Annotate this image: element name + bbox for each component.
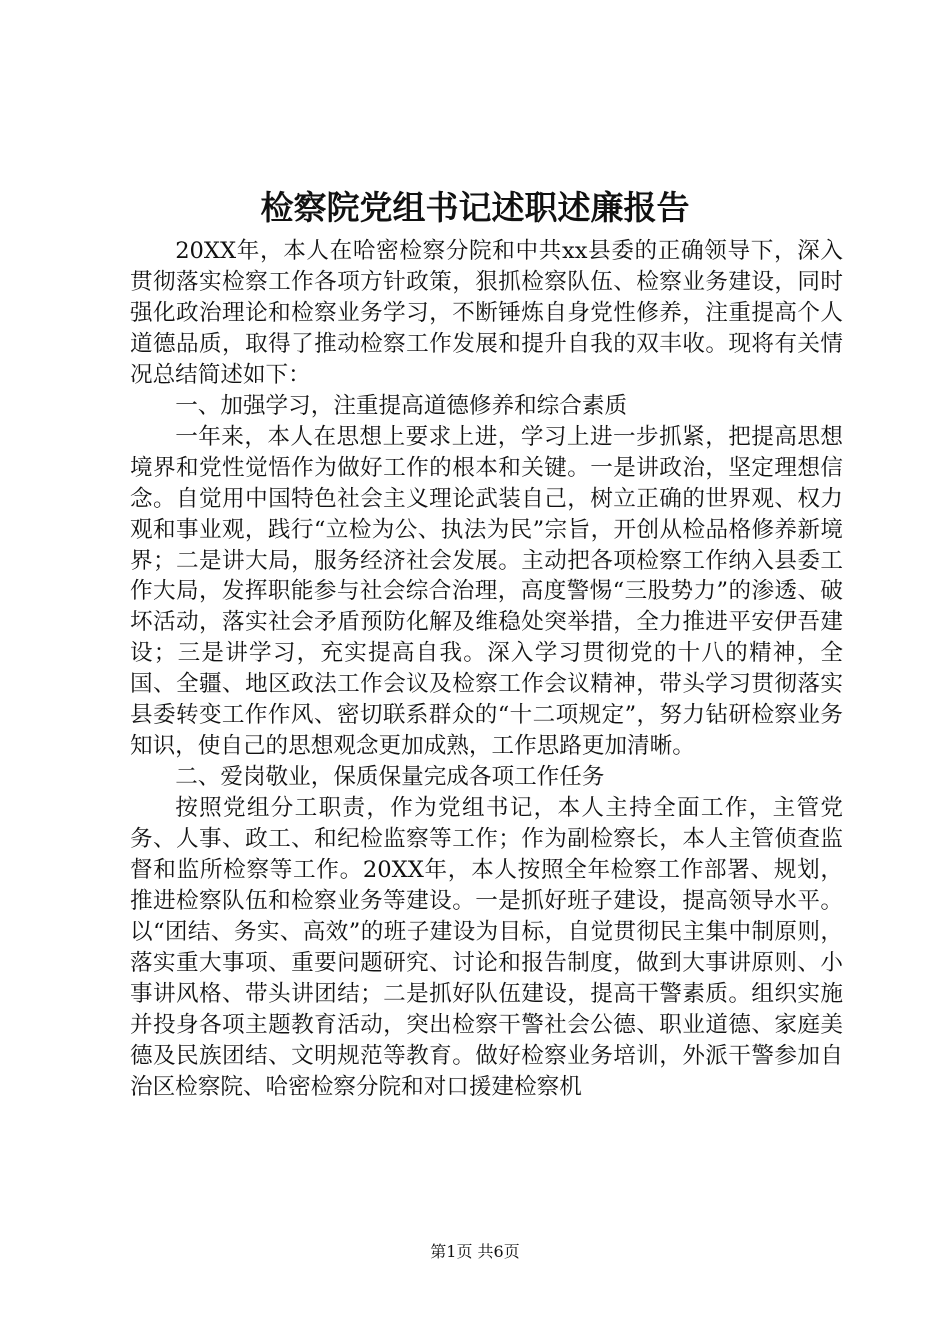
document-title: 检察院党组书记述职述廉报告 <box>260 188 690 227</box>
page-number: 第1页 共6页 <box>430 1242 520 1261</box>
section-heading-2: 二、爱岗敬业，保质保量完成各项工作任务 <box>175 764 605 791</box>
document-body <box>130 236 843 1103</box>
paragraph-intro: 20XX年，本人在哈密检察分院和中共xx县委的正确领导下，深入贯彻落实检察工作各项方针政策，狠抓检察队伍、检察业务建设，同时强化政治理论和检察业务学习，不断锤炼自身党性修养，注重提高个人道德品质，取得了推动检察工作发展和提升自我的双丰收。现将有关情况总结简述如下： <box>130 238 843 388</box>
paragraph-section-1: 一年来，本人在思想上要求上进，学习上进一步抓紧，把提高思想境界和党性觉悟作为做好工作的根本和关键。一是讲政治，坚定理想信念。自觉用中国特色社会主义理论武装自己，树立正确的世界观、权力观和事业观，践行“立检为公、执法为民”宗旨，开创从检品格修养新境界；二是讲大局，服务经济社会发展。主动把各项检察工作纳入县委工作大局，发挥职能参与社会综合治理，高度警惕“三股势力”的渗透、破坏活动，落实社会矛盾预防化解及维稳处突举措，全力推进平安伊吾建设；三是讲学习，充实提高自我。深入学习贯彻党的十八的精神，全国、全疆、地区政法工作会议及检察工作会议精神，带头学习贯彻落实县委转变工作作风、密切联系群众的“十二项规定”，努力钻研检察业务知识，使自己的思想观念更加成熟，工作思路更加清晰。 <box>130 423 843 760</box>
paragraph-section-2: 按照党组分工职责，作为党组书记，本人主持全面工作，主管党务、人事、政工、和纪检监察等工作；作为副检察长，本人主管侦查监督和监所检察等工作。20XX年，本人按照全年检察工作部署、规划，推进检察队伍和检察业务等建设。一是抓好班子建设，提高领导水平。以“团结、务实、高效”的班子建设为目标，自觉贯彻民主集中制原则，落实重大事项、重要问题研究、讨论和报告制度，做到大事讲原则、小事讲风格、带头讲团结；二是抓好队伍建设，提高干警素质。组织实施并投身各项主题教育活动，突出检察干警社会公德、职业道德、家庭美德及民族团结、文明规范等教育。做好检察业务培训，外派干警参加自治区检察院、哈密检察分院和对口援建检察机 <box>130 795 843 1100</box>
section-heading-1: 一、加强学习，注重提高道德修养和综合素质 <box>175 392 628 419</box>
